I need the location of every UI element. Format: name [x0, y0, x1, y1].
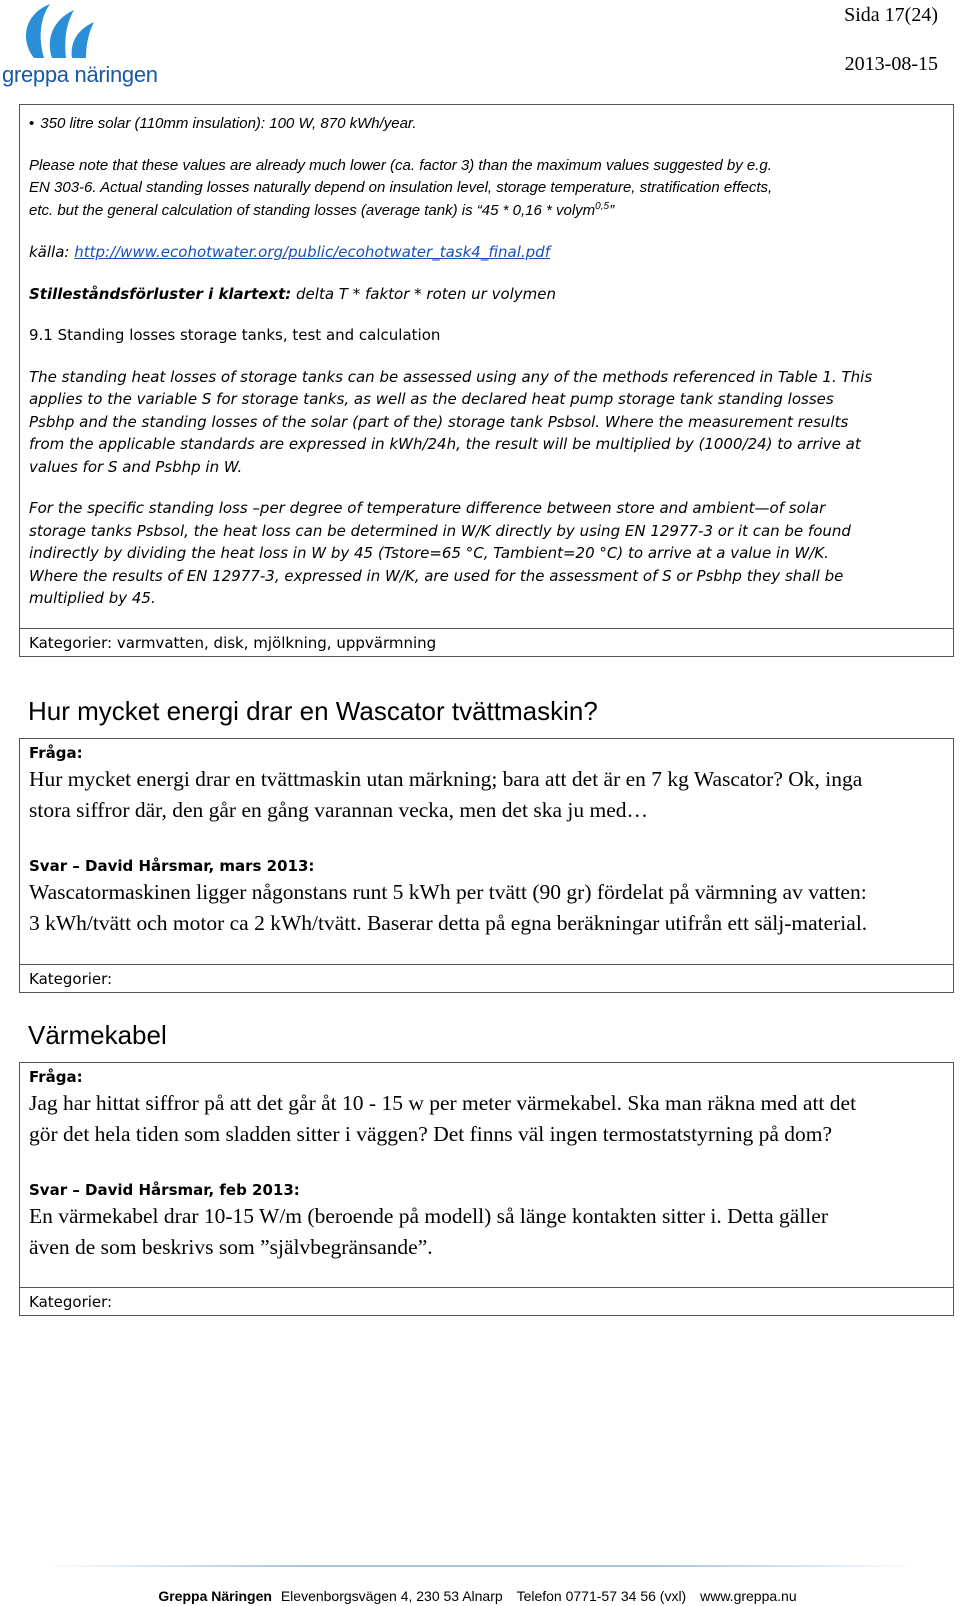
footer-address: Elevenborgsvägen 4, 230 53 Alnarp	[280, 1588, 503, 1604]
categories-row-1: Kategorier: varmvatten, disk, mjölkning, uppvärmning	[19, 628, 954, 657]
categories-row-2: Kategorier:	[19, 964, 954, 993]
answer-label: Svar – David Hårsmar, mars 2013:	[29, 857, 315, 875]
logo-mark-icon	[0, 0, 175, 64]
logo-text: greppa näringen	[2, 62, 158, 87]
note-paragraph: Please note that these values are already much lower (ca. factor 3) than the maximum values suggested by e.g. EN 303-6. Actual standing losses naturally depend on insulation level, storage temperature, stratification effects, etc. but the general calculation of standing losses (average tank) is “45 * 0,16 * volym$^{0,5}$”	[29, 156, 773, 219]
greppa-logo	[0, 0, 175, 92]
varmekabel-qa-box	[19, 1062, 954, 1288]
section-title-wascator: Hur mycket energi drar en Wascator tvättmaskin?	[28, 696, 598, 726]
question-label: Fråga:	[29, 744, 83, 762]
footer-phone: Telefon 0771-57 34 56 (vxl)	[516, 1588, 687, 1604]
page-number: Sida 17(24)	[844, 4, 938, 26]
standing-losses-paragraph-2: For the specific standing loss –per degree of temperature difference between store and ambient—of solar storage tanks Psbsol, the heat loss can be determined in W/K directly by using EN 12977-3 or it can be found indirectly by dividing the heat loss in W by 45 (Tstore=65 °C, Tambient=20 °C) to arrive at a value in W/K. Where the results of EN 12977-3, expressed in W/K, are used for the assessment of S or Psbhp they shall be multiplied by 45.	[29, 499, 851, 607]
answer-text: Wascatormaskinen ligger någonstans runt 5 kWh per tvätt (90 gr) fördelat på värmning av vatten: 3 kWh/tvätt och motor ca 2 kWh/tvätt. Baserar detta på egna beräkningar utifrån ett sälj-material.	[29, 880, 868, 935]
wascator-qa-box	[19, 738, 954, 965]
question-label: Fråga:	[29, 1068, 83, 1086]
categories-row-3: Kategorier:	[19, 1287, 954, 1316]
question-text: Hur mycket energi drar en tvättmaskin utan märkning; bara att det är en 7 kg Wascator? Ok, inga stora siffror där, den går en gång varannan vecka, men det ska ju med…	[29, 767, 863, 822]
footer	[0, 1588, 960, 1604]
subheading: 9.1 Standing losses storage tanks, test and calculation	[29, 326, 441, 344]
footer-web[interactable]: www.greppa.nu	[700, 1588, 797, 1604]
answer-label: Svar – David Hårsmar, feb 2013:	[29, 1181, 300, 1199]
standing-losses-paragraph-1: The standing heat losses of storage tanks can be assessed using any of the methods referenced in Table 1. This applies to the variable S for storage tanks, as well as the declared heat pump storage tank standing losses Psbhp and the standing losses of the solar (part of the) storage tank Psbsol. Where the measurement results from the applicable standards are expressed in kWh/24h, the result will be multiplied by (1000/24) to arrive at values for S and Psbhp in W.	[29, 367, 873, 476]
footer-divider	[40, 1565, 920, 1567]
source-link[interactable]: http://www.ecohotwater.org/public/ecohotwater_task4_final.pdf	[74, 243, 550, 261]
section-title-varmekabel: Värmekabel	[28, 1020, 167, 1050]
plain-language-line: Stilleståndsförluster i klartext: delta T * faktor * roten ur volymen	[29, 284, 557, 303]
bullet-item: • 350 litre solar (110mm insulation): 100 W, 870 kWh/year.	[29, 115, 417, 132]
header-date: 2013-08-15	[844, 53, 938, 75]
question-text: Jag har hittat siffror på att det går åt 10 - 15 w per meter värmekabel. Ska man räkna med att det gör det hela tiden som sladden sitter i väggen? Det finns väl ingen termostatstyrning på dom?	[29, 1091, 857, 1146]
standing-losses-box	[19, 104, 954, 629]
source-line: källa: http://www.ecohotwater.org/public/ecohotwater_task4_final.pdf	[29, 243, 550, 261]
footer-company: Greppa Näringen	[158, 1588, 272, 1604]
answer-text: En värmekabel drar 10-15 W/m (beroende på modell) så länge kontakten sitter i. Detta gäller även de som beskrivs som ”självbegränsande”.	[29, 1204, 828, 1259]
